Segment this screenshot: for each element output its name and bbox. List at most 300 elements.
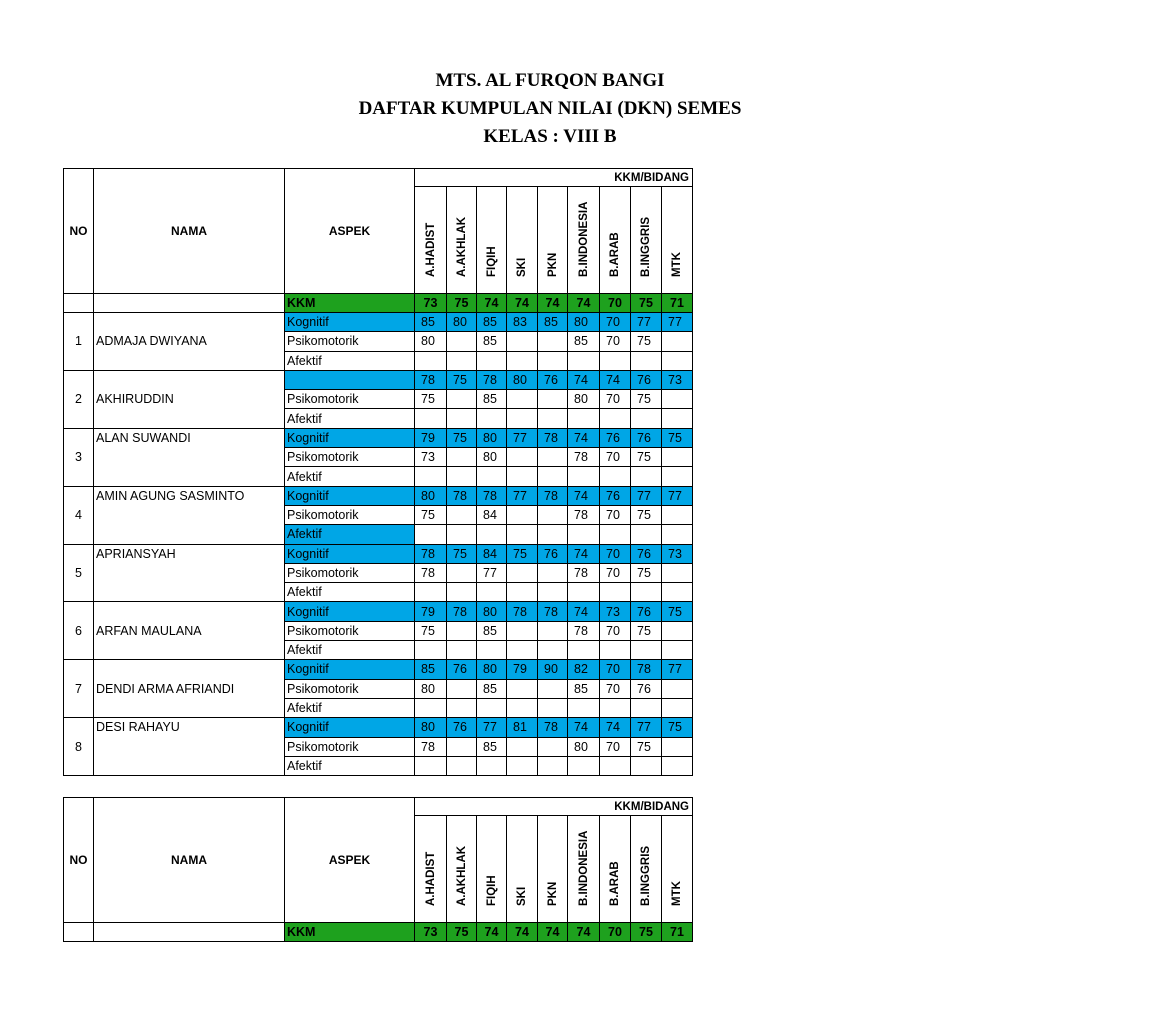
score-cell (415, 641, 447, 660)
table-row (64, 660, 693, 679)
score-cell (568, 756, 600, 775)
score-cell (662, 737, 693, 756)
table-row (64, 718, 693, 737)
subject-name: SKI (516, 257, 528, 277)
column-header-no: NO (64, 169, 94, 294)
score-cell: 77 (662, 313, 693, 332)
score-cell (447, 448, 477, 467)
score-cell (568, 409, 600, 428)
aspect-label: Kognitif (285, 602, 415, 621)
document-subtitle: DAFTAR KUMPULAN NILAI (DKN) SEMES (358, 98, 742, 119)
score-cell (477, 467, 507, 486)
score-cell (568, 583, 600, 602)
kkm-row (64, 294, 693, 313)
score-cell: 78 (477, 486, 507, 505)
score-cell: 80 (568, 313, 600, 332)
score-cell: 70 (600, 390, 631, 409)
score-cell (477, 409, 507, 428)
score-cell: 75 (447, 428, 477, 447)
kkm-value-cell: 75 (447, 923, 477, 942)
kkm-value-cell: 74 (507, 294, 538, 313)
score-cell: 78 (415, 544, 447, 563)
kkm-name-cell (94, 294, 285, 313)
score-cell (538, 583, 568, 602)
score-cell: 78 (568, 621, 600, 640)
grade-table (63, 797, 693, 942)
score-cell: 78 (538, 718, 568, 737)
score-cell (662, 621, 693, 640)
score-cell: 75 (507, 544, 538, 563)
score-cell: 70 (600, 448, 631, 467)
score-cell: 85 (477, 737, 507, 756)
aspect-label: Psikomotorik (285, 332, 415, 351)
student-number: 2 (64, 370, 94, 428)
score-cell (568, 641, 600, 660)
table-row (64, 544, 693, 563)
score-cell (631, 583, 662, 602)
subject-header-cell (631, 187, 662, 294)
table-row (64, 486, 693, 505)
score-cell: 80 (568, 390, 600, 409)
score-cell (538, 525, 568, 544)
student-number: 7 (64, 660, 94, 718)
score-cell: 70 (600, 505, 631, 524)
class-label: KELAS : VIII B (483, 126, 617, 147)
table-row (64, 602, 693, 621)
subject-header-cell (568, 187, 600, 294)
score-cell: 85 (415, 660, 447, 679)
score-cell: 74 (568, 486, 600, 505)
kkm-group-header: KKM/BIDANG (415, 798, 693, 816)
aspect-label: Afektif (285, 698, 415, 717)
score-cell: 79 (415, 428, 447, 447)
score-cell (662, 505, 693, 524)
score-cell (538, 698, 568, 717)
subject-name: MTK (671, 252, 683, 277)
score-cell: 76 (631, 370, 662, 389)
school-title: MTS. AL FURQON BANGI (435, 70, 665, 91)
subject-header-cell (662, 816, 693, 923)
score-cell: 74 (568, 718, 600, 737)
grade-table (63, 168, 693, 776)
score-cell: 76 (600, 428, 631, 447)
score-cell (662, 583, 693, 602)
aspect-label: Kognitif (285, 313, 415, 332)
subject-name: MTK (671, 881, 683, 906)
score-cell: 73 (600, 602, 631, 621)
score-cell (600, 467, 631, 486)
score-cell: 75 (631, 505, 662, 524)
student-number: 8 (64, 718, 94, 776)
score-cell: 75 (631, 448, 662, 467)
score-cell (447, 505, 477, 524)
score-cell (447, 679, 477, 698)
score-cell: 85 (568, 332, 600, 351)
aspect-label: Psikomotorik (285, 505, 415, 524)
score-cell: 73 (415, 448, 447, 467)
score-cell: 78 (568, 448, 600, 467)
subject-name: FIQIH (485, 875, 498, 906)
aspect-label: Afektif (285, 409, 415, 428)
score-cell: 70 (600, 621, 631, 640)
student-name: AKHIRUDDIN (94, 370, 285, 428)
aspect-label: Psikomotorik (285, 448, 415, 467)
score-cell (447, 641, 477, 660)
score-cell: 70 (600, 332, 631, 351)
score-cell: 80 (447, 313, 477, 332)
score-cell: 75 (447, 370, 477, 389)
score-cell (477, 756, 507, 775)
score-cell (600, 583, 631, 602)
score-cell: 74 (568, 370, 600, 389)
score-cell: 78 (447, 486, 477, 505)
score-cell (507, 332, 538, 351)
score-cell (538, 390, 568, 409)
subject-header-cell (477, 816, 507, 923)
score-cell: 75 (631, 390, 662, 409)
aspect-label: Kognitif (285, 544, 415, 563)
score-cell (477, 583, 507, 602)
score-cell: 78 (507, 602, 538, 621)
score-cell (447, 737, 477, 756)
score-cell (631, 351, 662, 370)
kkm-value-cell: 70 (600, 923, 631, 942)
score-cell (662, 525, 693, 544)
score-cell: 82 (568, 660, 600, 679)
student-name: APRIANSYAH (94, 544, 285, 602)
score-cell (507, 583, 538, 602)
score-cell (447, 525, 477, 544)
score-cell: 77 (507, 428, 538, 447)
score-cell: 76 (600, 486, 631, 505)
score-cell: 76 (631, 428, 662, 447)
subject-name: A.AKHLAK (455, 845, 468, 906)
score-cell: 75 (447, 544, 477, 563)
subject-name: A.AKHLAK (455, 216, 468, 277)
score-cell: 80 (415, 718, 447, 737)
score-cell: 83 (507, 313, 538, 332)
score-cell: 70 (600, 544, 631, 563)
kkm-group-header: KKM/BIDANG (415, 169, 693, 187)
score-cell (477, 525, 507, 544)
score-cell: 80 (415, 332, 447, 351)
document-header (0, 0, 742, 160)
score-cell: 80 (477, 660, 507, 679)
score-cell (538, 448, 568, 467)
kkm-label: KKM (285, 923, 415, 942)
score-cell: 70 (600, 679, 631, 698)
grade-table-page-1 (63, 168, 693, 778)
subject-name: FIQIH (485, 246, 498, 277)
subject-name: B.INDONESIA (577, 830, 590, 906)
score-cell (477, 698, 507, 717)
score-cell (447, 621, 477, 640)
score-cell (568, 698, 600, 717)
score-cell: 80 (415, 679, 447, 698)
score-cell (600, 698, 631, 717)
score-cell: 77 (507, 486, 538, 505)
score-cell (662, 448, 693, 467)
score-cell (415, 756, 447, 775)
kkm-value-cell: 75 (447, 294, 477, 313)
aspect-label: Psikomotorik (285, 621, 415, 640)
score-cell (538, 409, 568, 428)
kkm-label: KKM (285, 294, 415, 313)
kkm-value-cell: 74 (477, 294, 507, 313)
score-cell (447, 563, 477, 582)
score-cell: 85 (477, 390, 507, 409)
score-cell: 78 (568, 563, 600, 582)
score-cell: 85 (568, 679, 600, 698)
score-cell (507, 698, 538, 717)
score-cell: 85 (538, 313, 568, 332)
subject-header-cell (477, 187, 507, 294)
column-header-aspek: ASPEK (285, 169, 415, 294)
score-cell: 76 (631, 602, 662, 621)
score-cell: 78 (538, 486, 568, 505)
score-cell: 80 (477, 602, 507, 621)
aspect-label: Afektif (285, 641, 415, 660)
aspect-label: Psikomotorik (285, 737, 415, 756)
kkm-value-cell: 75 (631, 923, 662, 942)
score-cell (507, 390, 538, 409)
aspect-label: Afektif (285, 525, 415, 544)
score-cell (662, 351, 693, 370)
score-cell (507, 737, 538, 756)
score-cell (415, 525, 447, 544)
subject-name: B.INDONESIA (577, 201, 590, 277)
score-cell: 78 (477, 370, 507, 389)
score-cell (662, 409, 693, 428)
score-cell (477, 351, 507, 370)
score-cell (447, 698, 477, 717)
score-cell (507, 641, 538, 660)
score-cell: 78 (415, 737, 447, 756)
score-cell (415, 409, 447, 428)
subject-name: A.HADIST (424, 851, 437, 906)
score-cell: 80 (415, 486, 447, 505)
score-cell: 85 (477, 313, 507, 332)
score-cell: 78 (415, 370, 447, 389)
score-cell (507, 505, 538, 524)
score-cell (662, 390, 693, 409)
score-cell (568, 351, 600, 370)
column-header-aspek: ASPEK (285, 798, 415, 923)
score-cell: 76 (447, 718, 477, 737)
column-header-nama: NAMA (94, 169, 285, 294)
score-cell: 75 (662, 428, 693, 447)
subject-header-cell (600, 816, 631, 923)
score-cell (631, 467, 662, 486)
table-row (64, 428, 693, 447)
subject-name: SKI (516, 886, 528, 906)
score-cell: 79 (415, 602, 447, 621)
score-cell: 84 (477, 544, 507, 563)
score-cell (600, 351, 631, 370)
kkm-value-cell: 74 (568, 923, 600, 942)
score-cell: 75 (415, 621, 447, 640)
column-header-no: NO (64, 798, 94, 923)
score-cell: 74 (568, 428, 600, 447)
score-cell: 76 (631, 679, 662, 698)
aspect-label: Psikomotorik (285, 563, 415, 582)
score-cell: 90 (538, 660, 568, 679)
score-cell (600, 641, 631, 660)
score-cell: 77 (662, 486, 693, 505)
subject-header-cell (447, 816, 477, 923)
score-cell: 75 (631, 563, 662, 582)
table-row (64, 313, 693, 332)
score-cell (600, 756, 631, 775)
score-cell: 75 (631, 737, 662, 756)
column-header-nama: NAMA (94, 798, 285, 923)
kkm-no-cell (64, 923, 94, 942)
kkm-row (64, 923, 693, 942)
score-cell (538, 756, 568, 775)
score-cell: 78 (415, 563, 447, 582)
score-cell (415, 698, 447, 717)
subject-header-cell (600, 187, 631, 294)
score-cell: 76 (538, 370, 568, 389)
subject-header-cell (447, 187, 477, 294)
student-number: 5 (64, 544, 94, 602)
score-cell (600, 525, 631, 544)
aspect-label: Afektif (285, 756, 415, 775)
subject-name: PKN (546, 881, 559, 906)
score-cell: 74 (600, 718, 631, 737)
kkm-value-cell: 71 (662, 294, 693, 313)
score-cell (447, 409, 477, 428)
score-cell (631, 698, 662, 717)
score-cell (447, 351, 477, 370)
score-cell (662, 641, 693, 660)
score-cell (538, 505, 568, 524)
score-cell (447, 756, 477, 775)
aspect-label: Kognitif (285, 718, 415, 737)
score-cell: 85 (477, 332, 507, 351)
student-name: ARFAN MAULANA (94, 602, 285, 660)
aspect-label: Kognitif (285, 660, 415, 679)
aspect-label: Afektif (285, 351, 415, 370)
score-cell: 85 (477, 679, 507, 698)
score-cell (507, 448, 538, 467)
score-cell: 74 (600, 370, 631, 389)
score-cell (447, 583, 477, 602)
score-cell: 77 (631, 718, 662, 737)
score-cell (507, 467, 538, 486)
kkm-value-cell: 75 (631, 294, 662, 313)
score-cell (538, 351, 568, 370)
score-cell (447, 332, 477, 351)
aspect-label: Kognitif (285, 428, 415, 447)
student-number: 4 (64, 486, 94, 544)
score-cell: 75 (631, 621, 662, 640)
score-cell (631, 525, 662, 544)
subject-name: B.INGGRIS (640, 216, 652, 277)
score-cell: 75 (415, 505, 447, 524)
score-cell: 75 (631, 332, 662, 351)
score-cell: 78 (538, 602, 568, 621)
score-cell: 77 (662, 660, 693, 679)
score-cell: 84 (477, 505, 507, 524)
table-row (64, 370, 693, 389)
score-cell (662, 332, 693, 351)
score-cell (415, 351, 447, 370)
score-cell (415, 583, 447, 602)
score-cell (538, 679, 568, 698)
score-cell: 73 (662, 544, 693, 563)
score-cell: 76 (538, 544, 568, 563)
kkm-value-cell: 74 (538, 923, 568, 942)
score-cell (507, 563, 538, 582)
score-cell: 75 (415, 390, 447, 409)
kkm-no-cell (64, 294, 94, 313)
score-cell: 77 (631, 486, 662, 505)
score-cell: 78 (568, 505, 600, 524)
subject-name: B.ARAB (609, 232, 621, 277)
score-cell: 81 (507, 718, 538, 737)
score-cell (662, 467, 693, 486)
score-cell: 77 (631, 313, 662, 332)
score-cell: 78 (631, 660, 662, 679)
score-cell: 80 (477, 448, 507, 467)
score-cell (415, 467, 447, 486)
student-name: ALAN SUWANDI (94, 428, 285, 486)
score-cell (538, 563, 568, 582)
kkm-value-cell: 74 (568, 294, 600, 313)
score-cell: 70 (600, 313, 631, 332)
aspect-label (285, 370, 415, 389)
score-cell (662, 563, 693, 582)
score-cell: 85 (415, 313, 447, 332)
score-cell: 70 (600, 660, 631, 679)
subject-name: B.ARAB (609, 861, 621, 906)
score-cell: 73 (662, 370, 693, 389)
kkm-value-cell: 70 (600, 294, 631, 313)
score-cell (507, 525, 538, 544)
subject-header-cell (568, 816, 600, 923)
score-cell (477, 641, 507, 660)
student-name: AMIN AGUNG SASMINTO (94, 486, 285, 544)
score-cell: 80 (568, 737, 600, 756)
subject-header-cell (415, 816, 447, 923)
aspect-label: Psikomotorik (285, 390, 415, 409)
score-cell: 76 (447, 660, 477, 679)
score-cell: 70 (600, 563, 631, 582)
score-cell (600, 409, 631, 428)
kkm-value-cell: 73 (415, 294, 447, 313)
kkm-value-cell: 73 (415, 923, 447, 942)
kkm-value-cell: 74 (477, 923, 507, 942)
student-name: DENDI ARMA AFRIANDI (94, 660, 285, 718)
score-cell (538, 467, 568, 486)
student-number: 6 (64, 602, 94, 660)
score-cell: 80 (507, 370, 538, 389)
subject-name: A.HADIST (424, 222, 437, 277)
student-name: DESI RAHAYU (94, 718, 285, 776)
score-cell: 78 (538, 428, 568, 447)
aspect-label: Afektif (285, 467, 415, 486)
score-cell (538, 737, 568, 756)
score-cell: 74 (568, 602, 600, 621)
subject-header-cell (538, 187, 568, 294)
aspect-label: Kognitif (285, 486, 415, 505)
score-cell: 85 (477, 621, 507, 640)
score-cell: 70 (600, 737, 631, 756)
score-cell: 75 (662, 718, 693, 737)
student-number: 3 (64, 428, 94, 486)
score-cell: 76 (631, 544, 662, 563)
